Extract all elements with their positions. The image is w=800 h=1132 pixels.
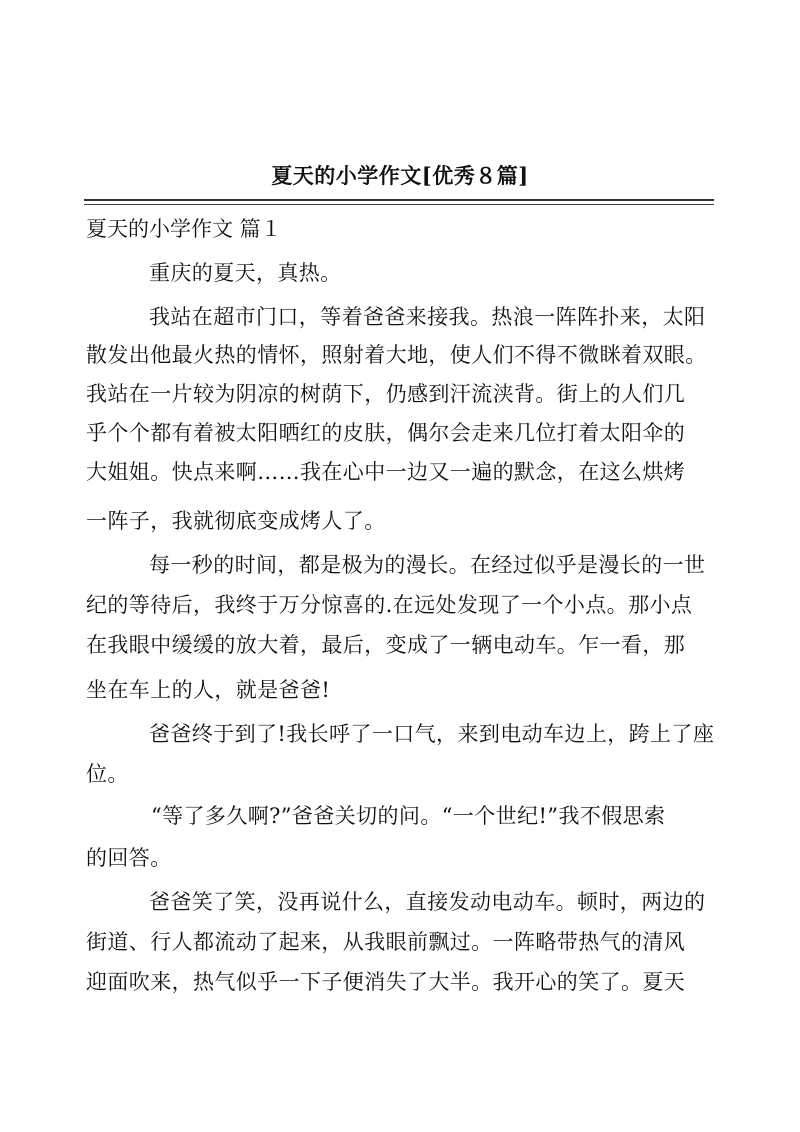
document-title: 夏天的小学作文[优秀８篇]: [271, 163, 529, 188]
paragraph-4-line-1: 爸爸终于到了!我长呼了一口气，来到电动车边上，跨上了座: [149, 722, 715, 746]
paragraph-3-line-1: 每一秒的时间，都是极为的漫长。在经过似乎是漫长的一世: [149, 553, 706, 577]
paragraph-6-line-2: 街道、行人都流动了起来，从我眼前飘过。一阵略带热气的清风: [86, 930, 686, 954]
title-rule-thick: [84, 199, 714, 201]
paragraph-2-line-1: 我站在超市门口，等着爸爸来接我。热浪一阵阵扑来，太阳: [149, 305, 706, 329]
paragraph-2-line-5: 大姐姐。快点来啊……我在心中一边又一遍的默念，在这么烘烤: [86, 460, 686, 484]
paragraph-2-line-2: 散发出他最火热的情怀，照射着大地，使人们不得不微眯着双眼。: [86, 343, 707, 367]
paragraph-2-line-3: 我站在一片较为阴凉的树荫下，仍感到汗流浃背。街上的人们几: [86, 382, 686, 406]
paragraph-1-line-1: 重庆的夏天，真热。: [149, 261, 342, 285]
paragraph-2-line-4: 乎个个都有着被太阳晒红的皮肤，偶尔会走来几位打着太阳伞的: [86, 421, 686, 445]
paragraph-6-line-1: 爸爸笑了笑，没再说什么，直接发动电动车。顿时，两边的: [149, 890, 706, 914]
paragraph-5-line-1: “等了多久啊?”爸爸关切的问。“一个世纪!”我不假思索: [151, 804, 666, 828]
title-rule-thin: [84, 204, 714, 205]
paragraph-3-line-4: 坐在车上的人，就是爸爸!: [86, 678, 331, 702]
paragraph-6-line-3: 迎面吹来，热气似乎一下子便消失了大半。我开心的笑了。夏天: [86, 970, 686, 994]
paragraph-3-line-2: 纪的等待后，我终于万分惊喜的.在远处发现了一个小点。那小点: [86, 593, 693, 617]
paragraph-3-line-3: 在我眼中缓缓的放大着，最后，变成了一辆电动车。乍一看，那: [86, 633, 686, 657]
section-heading: 夏天的小学作文 篇１: [86, 217, 282, 241]
paragraph-2-line-6: 一阵子，我就彻底变成烤人了。: [86, 509, 386, 533]
paragraph-4-line-2: 位。: [86, 762, 129, 786]
paragraph-5-line-2: 的回答。: [86, 846, 172, 870]
